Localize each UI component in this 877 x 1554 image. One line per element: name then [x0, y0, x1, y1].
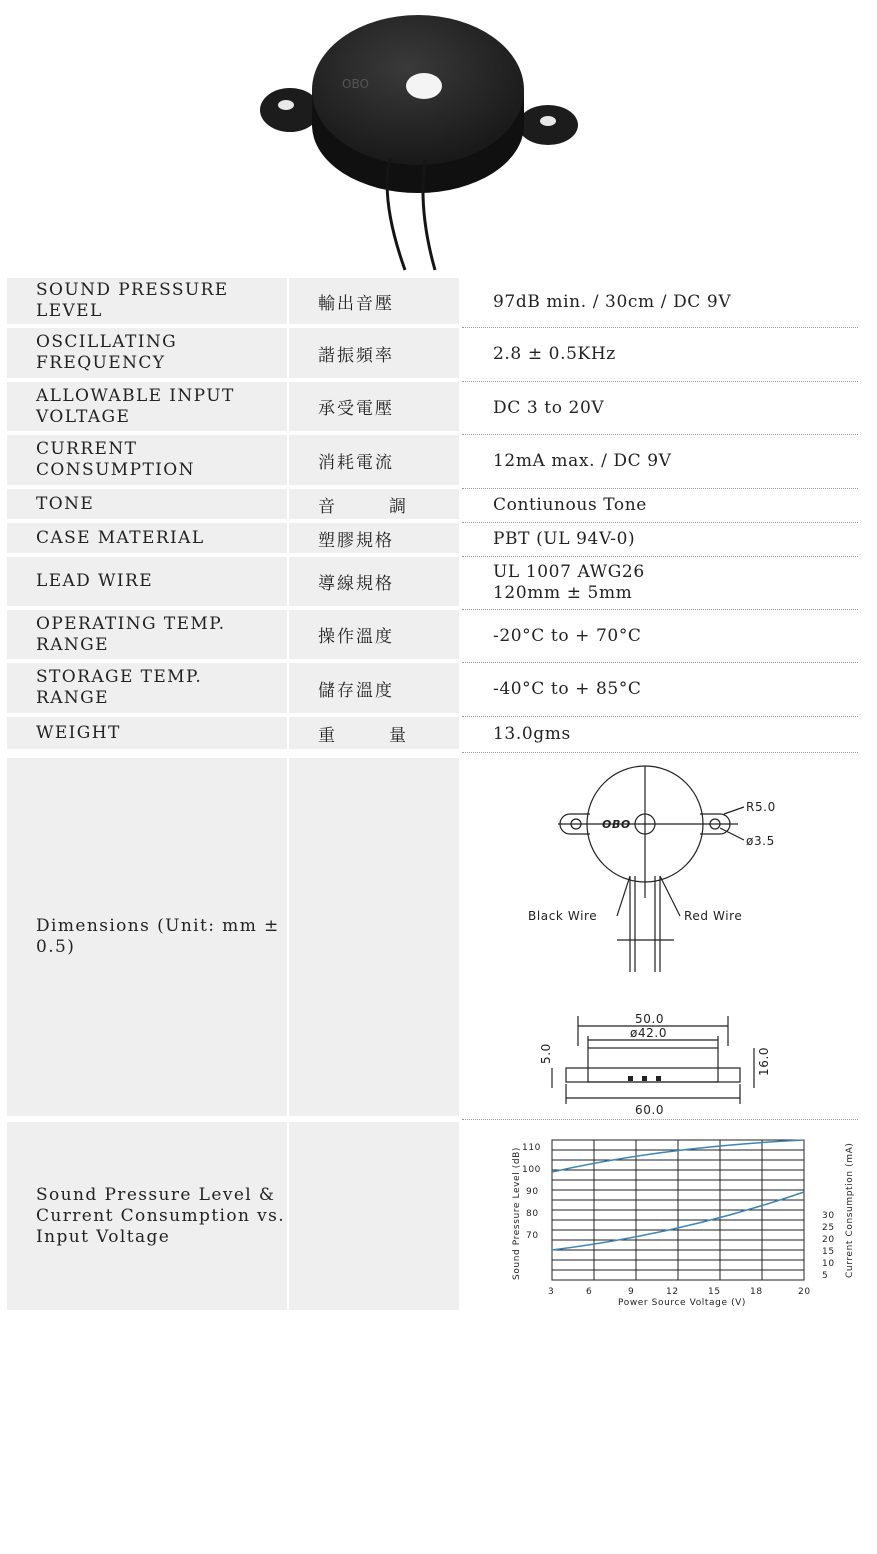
spec-value: UL 1007 AWG26 120mm ± 5mm — [493, 562, 645, 603]
graph-right-tick: 30 — [822, 1211, 835, 1221]
spec-value: 12mA max. / DC 9V — [493, 451, 672, 471]
spec-row — [7, 663, 858, 717]
spec-row — [7, 523, 858, 557]
spec-value: 2.8 ± 0.5KHz — [493, 344, 616, 364]
graph-right-tick: 25 — [822, 1223, 835, 1233]
graph-y-tick: 100 — [522, 1165, 541, 1175]
spec-label-cn: 導線規格 — [318, 574, 394, 594]
spec-label-en: CASE MATERIAL — [36, 527, 205, 548]
spec-label-en: OSCILLATING FREQUENCY — [36, 332, 178, 373]
spec-row — [7, 610, 858, 663]
dimension-drawing — [462, 758, 858, 1120]
drawing-hole-label: ø3.5 — [746, 834, 775, 848]
graph-x-tick: 9 — [628, 1287, 635, 1297]
graph-x-tick: 6 — [586, 1287, 593, 1297]
spec-label-en: SOUND PRESSURE LEVEL — [36, 280, 229, 321]
spec-value: -20°C to + 70°C — [493, 625, 642, 646]
spec-row — [7, 328, 858, 382]
graph-right-tick: 20 — [822, 1235, 835, 1245]
spec-label-cn: 操作溫度 — [318, 627, 394, 647]
spec-label-cn: 諧振頻率 — [318, 345, 394, 366]
graph-y-tick: 110 — [522, 1143, 541, 1153]
spec-label-cn: 塑膠規格 — [318, 530, 394, 551]
spec-label-cn: 消耗電流 — [318, 452, 394, 473]
spec-table — [7, 278, 858, 1310]
spec-row — [7, 489, 858, 523]
spec-value: 97dB min. / 30cm / DC 9V — [493, 292, 732, 312]
drawing-width-42: ø42.0 — [630, 1026, 668, 1040]
drawing-width-60: 60.0 — [635, 1103, 665, 1117]
dimensions-row — [7, 758, 858, 1120]
spec-label-cn: 量 — [389, 725, 408, 746]
product-photo — [250, 0, 590, 272]
drawing-height-16: 16.0 — [757, 1046, 771, 1076]
spec-label-en: WEIGHT — [36, 722, 121, 743]
spec-label-cn: 儲存溫度 — [318, 680, 394, 701]
spec-label-en: LEAD WIRE — [36, 571, 154, 591]
spec-label-cn: 重 — [318, 725, 337, 746]
graph-y-tick: 90 — [526, 1187, 539, 1197]
drawing-radius-label: R5.0 — [746, 800, 776, 814]
spec-row — [7, 382, 858, 435]
spec-row — [7, 717, 858, 753]
photo-brand-mark: OBO — [342, 77, 369, 91]
graph-x-tick: 3 — [548, 1287, 555, 1297]
spec-label-en: OPERATING TEMP. RANGE — [36, 613, 226, 655]
graph-x-tick: 18 — [750, 1287, 763, 1297]
drawing-height-5: 5.0 — [539, 1043, 553, 1064]
spec-value: 13.0gms — [493, 724, 571, 744]
graph-x-tick: 20 — [798, 1287, 811, 1297]
graph-y-tick: 80 — [526, 1209, 539, 1219]
drawing-red-wire-label: Red Wire — [684, 909, 743, 923]
spec-label-en: ALLOWABLE INPUT VOLTAGE — [36, 385, 235, 427]
spec-label-cn: 承受電壓 — [318, 399, 394, 419]
spec-label-cn: 輸出音壓 — [318, 293, 394, 314]
graph-y-tick: 70 — [526, 1231, 539, 1241]
spec-label-cn: 調 — [389, 496, 408, 517]
spec-value: -40°C to + 85°C — [493, 679, 642, 699]
spec-value: DC 3 to 20V — [493, 397, 605, 418]
spec-row — [7, 435, 858, 489]
drawing-width-50: 50.0 — [635, 1012, 665, 1026]
graph-right-tick: 10 — [822, 1259, 835, 1269]
graph-right-tick: 15 — [822, 1247, 835, 1257]
drawing-black-wire-label: Black Wire — [528, 909, 598, 923]
spec-label-cn: 音 — [318, 496, 337, 517]
graph-y-label-right: Current Consumption (mA) — [845, 1142, 855, 1278]
performance-graph — [462, 1122, 858, 1310]
spec-label-en: STORAGE TEMP. RANGE — [36, 667, 203, 708]
graph-x-label: Power Source Voltage (V) — [618, 1298, 747, 1308]
spec-label-en: CURRENT CONSUMPTION — [36, 439, 195, 480]
graph-y-label-left: Sound Pressure Level (dB) — [512, 1146, 522, 1280]
graph-x-tick: 15 — [708, 1287, 721, 1297]
dimensions-label: Dimensions (Unit: mm ± 0.5) — [36, 916, 280, 957]
graph-label: Sound Pressure Level & Current Consumption vs. Input Voltage — [36, 1184, 286, 1247]
drawing-brand-mark: OBO — [602, 818, 631, 831]
spec-row — [7, 278, 858, 328]
spec-label-en: TONE — [36, 493, 95, 514]
spec-row — [7, 557, 858, 610]
graph-right-tick: 5 — [822, 1271, 829, 1281]
graph-row — [7, 1122, 858, 1310]
spec-value: Contiunous Tone — [493, 495, 647, 515]
graph-x-tick: 12 — [666, 1287, 679, 1297]
spec-value: PBT (UL 94V-0) — [493, 529, 636, 549]
